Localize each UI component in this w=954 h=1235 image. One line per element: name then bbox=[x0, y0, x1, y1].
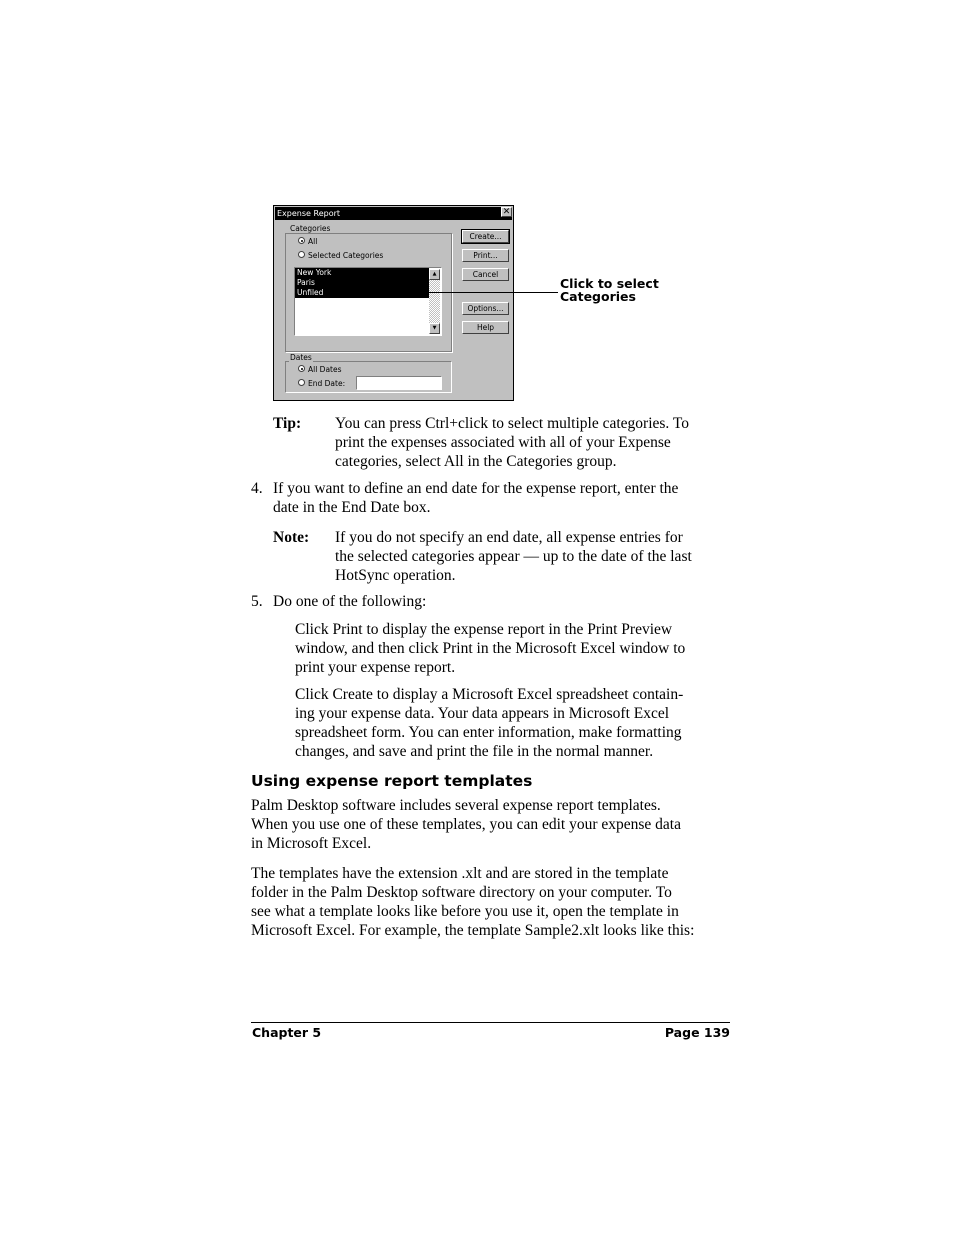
radio-all-dates-label: All Dates bbox=[308, 365, 342, 374]
radio-all[interactable] bbox=[298, 237, 305, 244]
radio-all-dates[interactable] bbox=[298, 365, 305, 372]
paragraph-1-line: in Microsoft Excel. bbox=[251, 835, 372, 852]
dialog-title: Expense Report bbox=[275, 207, 512, 220]
footer-page-number: Page 139 bbox=[664, 1025, 730, 1040]
footer-chapter: Chapter 5 bbox=[252, 1025, 322, 1040]
note-line: HotSync operation. bbox=[335, 567, 456, 584]
callout-line-2: Categories bbox=[560, 289, 636, 304]
tip-line: print the expenses associated with all of your Expense bbox=[335, 434, 671, 451]
radio-end-date[interactable] bbox=[298, 379, 305, 386]
note-line: If you do not specify an end date, all expense entries for bbox=[335, 529, 683, 546]
option-print-text bbox=[295, 620, 735, 677]
help-button[interactable]: Help bbox=[462, 321, 509, 334]
paragraph-1 bbox=[251, 796, 741, 853]
tip-label: Tip: bbox=[273, 415, 302, 432]
create-button[interactable]: Create... bbox=[462, 230, 509, 243]
paragraph-2-line: Microsoft Excel. For example, the template Sample2.xlt looks like this: bbox=[251, 922, 695, 939]
scroll-up-icon[interactable]: ▲ bbox=[429, 269, 440, 280]
note-line: the selected categories appear — up to the date of the last bbox=[335, 548, 692, 565]
option-print-line: print your expense report. bbox=[295, 659, 456, 676]
tip-line: You can press Ctrl+click to select multiple categories. To bbox=[335, 415, 690, 432]
radio-all-label: All bbox=[308, 237, 318, 246]
step-4-line: date in the End Date box. bbox=[273, 499, 431, 516]
cancel-button[interactable]: Cancel bbox=[462, 268, 509, 281]
list-item-paris[interactable]: Paris bbox=[295, 278, 429, 288]
listbox-scrollbar[interactable] bbox=[429, 269, 440, 334]
section-heading: Using expense report templates bbox=[251, 772, 533, 790]
option-create-text bbox=[295, 685, 735, 761]
option-print-line: Click Print to display the expense report in the Print Preview bbox=[295, 621, 673, 638]
end-date-field[interactable] bbox=[356, 376, 442, 390]
categories-listbox[interactable] bbox=[294, 267, 442, 336]
step-5-text: Do one of the following: bbox=[273, 593, 427, 610]
callout-label bbox=[560, 277, 700, 303]
option-create-line: ing your expense data. Your data appears in Microsoft Excel bbox=[295, 705, 670, 722]
list-item-unfiled[interactable]: Unfiled bbox=[295, 288, 429, 298]
paragraph-2-line: folder in the Palm Desktop software directory on your computer. To bbox=[251, 884, 672, 901]
option-print-line: window, and then click Print in the Microsoft Excel window to bbox=[295, 640, 686, 657]
step-4-line: If you want to define an end date for the expense report, enter the bbox=[273, 480, 679, 497]
expense-report-dialog bbox=[273, 205, 514, 401]
paragraph-1-line: When you use one of these templates, you can edit your expense data bbox=[251, 816, 681, 833]
paragraph-2-line: see what a template looks like before you use it, open the template in bbox=[251, 903, 679, 920]
list-item-new-york[interactable]: New York bbox=[295, 268, 429, 278]
dates-group-label: Dates bbox=[290, 353, 312, 362]
callout-leader-line bbox=[428, 292, 558, 293]
option-create-line: spreadsheet form. You can enter information, make formatting bbox=[295, 724, 682, 741]
note-label: Note: bbox=[273, 529, 310, 546]
step-5-number: 5. bbox=[251, 593, 263, 610]
paragraph-2 bbox=[251, 864, 741, 940]
radio-end-date-label: End Date: bbox=[308, 379, 346, 388]
note-text bbox=[335, 528, 735, 585]
step-4-text bbox=[273, 479, 743, 517]
close-icon[interactable]: ✕ bbox=[502, 207, 511, 217]
scroll-down-icon[interactable]: ▼ bbox=[429, 323, 440, 334]
categories-group-label: Categories bbox=[290, 224, 331, 233]
paragraph-2-line: The templates have the extension .xlt and are stored in the template bbox=[251, 865, 669, 882]
tip-line: categories, select All in the Categories group. bbox=[335, 453, 617, 470]
option-create-line: Click Create to display a Microsoft Excel spreadsheet contain- bbox=[295, 686, 684, 703]
radio-selected-categories-label: Selected Categories bbox=[308, 251, 384, 260]
paragraph-1-line: Palm Desktop software includes several expense report templates. bbox=[251, 797, 661, 814]
callout-line-1: Click to select bbox=[560, 276, 659, 291]
step-4-number: 4. bbox=[251, 480, 263, 497]
tip-text bbox=[335, 414, 735, 471]
options-button[interactable]: Options... bbox=[462, 302, 509, 315]
footer-rule bbox=[251, 1022, 730, 1023]
print-button[interactable]: Print... bbox=[462, 249, 509, 262]
radio-selected-categories[interactable] bbox=[298, 251, 305, 258]
option-create-line: changes, and save and print the file in the normal manner. bbox=[295, 743, 654, 760]
